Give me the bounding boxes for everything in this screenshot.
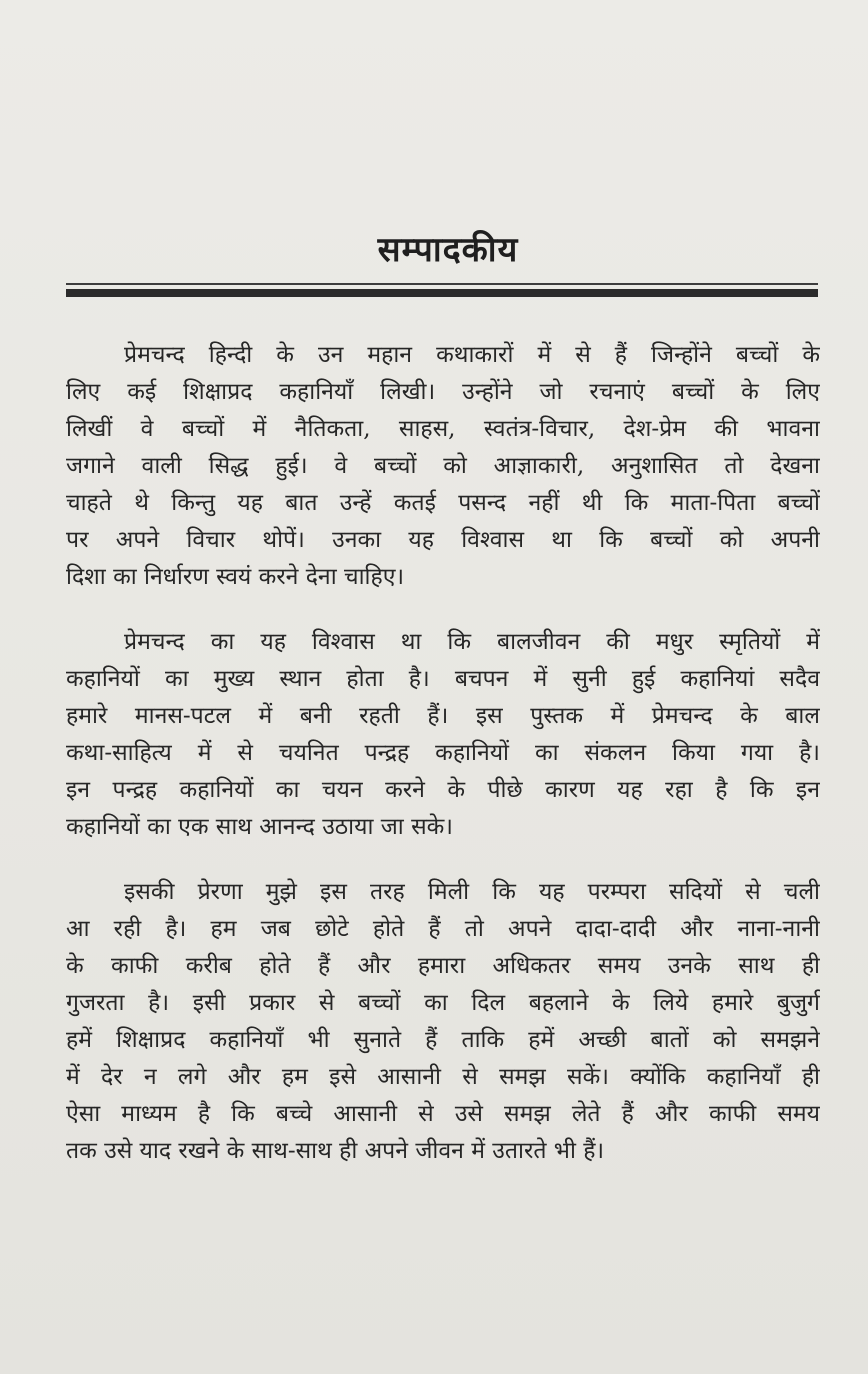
paragraph-line: प्रेमचन्द का यह विश्वास था कि बालजीवन की मधुर स्मृतियों में bbox=[124, 629, 820, 655]
paragraph-line: हमारे मानस-पटल में बनी रहती हैं। इस पुस्तक में प्रेमचन्द के बाल bbox=[66, 703, 820, 729]
paragraph-line: जगाने वाली सिद्ध हुई। वे बच्चों को आज्ञाकारी, अनुशासित तो देखना bbox=[66, 453, 820, 479]
paragraph-line: इन पन्द्रह कहानियों का चयन करने के पीछे कारण यह रहा है कि इन bbox=[66, 777, 820, 803]
heading-area bbox=[0, 232, 868, 269]
title-rule-thick bbox=[66, 289, 818, 297]
paragraph-line: दिशा का निर्धारण स्वयं करने देना चाहिए। bbox=[66, 564, 405, 590]
paragraph-line: इसकी प्रेरणा मुझे इस तरह मिली कि यह परम्परा सदियों से चली bbox=[124, 879, 820, 905]
title-rule-thin bbox=[66, 283, 818, 285]
paragraph-line: प्रेमचन्द हिन्दी के उन महान कथाकारों में से हैं जिन्होंने बच्चों के bbox=[124, 342, 820, 368]
paragraph-line: पर अपने विचार थोपें। उनका यह विश्वास था कि बच्चों को अपनी bbox=[66, 527, 820, 553]
paragraph-line: कहानियों का एक साथ आनन्द उठाया जा सके। bbox=[66, 814, 454, 840]
paragraph-3 bbox=[66, 874, 820, 1170]
paragraph-line: हमें शिक्षाप्रद कहानियाँ भी सुनाते हैं ताकि हमें अच्छी बातों को समझने bbox=[66, 1027, 820, 1053]
paragraph-line: कहानियों का मुख्य स्थान होता है। बचपन में सुनी हुई कहानियां सदैव bbox=[66, 666, 820, 692]
page-title: सम्पादकीय bbox=[377, 230, 519, 270]
paragraph-line: आ रही है। हम जब छोटे होते हैं तो अपने दादा-दादी और नाना-नानी bbox=[66, 916, 820, 942]
paragraph-line: चाहते थे किन्तु यह बात उन्हें कतई पसन्द नहीं थी कि माता-पिता बच्चों bbox=[66, 490, 820, 516]
paragraph-gap bbox=[66, 596, 820, 624]
paragraph-line: के काफी करीब होते हैं और हमारा अधिकतर समय उनके साथ ही bbox=[66, 953, 820, 979]
paragraph-line: तक उसे याद रखने के साथ-साथ ही अपने जीवन में उतारते भी हैं। bbox=[66, 1138, 605, 1164]
paragraph-line: लिए कई शिक्षाप्रद कहानियाँ लिखी। उन्होंने जो रचनाएं बच्चों के लिए bbox=[66, 379, 820, 405]
paragraph-line: लिखीं वे बच्चों में नैतिकता, साहस, स्वतंत्र-विचार, देश-प्रेम की भावना bbox=[66, 416, 820, 442]
paragraph-1 bbox=[66, 337, 820, 596]
paragraph-line: कथा-साहित्य में से चयनित पन्द्रह कहानियों का संकलन किया गया है। bbox=[66, 740, 820, 766]
paragraph-2 bbox=[66, 624, 820, 846]
paragraph-line: में देर न लगे और हम इसे आसानी से समझ सकें। क्योंकि कहानियाँ ही bbox=[66, 1064, 820, 1090]
paragraph-line: गुजरता है। इसी प्रकार से बच्चों का दिल बहलाने के लिये हमारे बुजुर्ग bbox=[66, 990, 820, 1016]
body-text bbox=[66, 337, 820, 1170]
paragraph-gap bbox=[66, 846, 820, 874]
paragraph-line: ऐसा माध्यम है कि बच्चे आसानी से उसे समझ लेते हैं और काफी समय bbox=[66, 1101, 820, 1127]
